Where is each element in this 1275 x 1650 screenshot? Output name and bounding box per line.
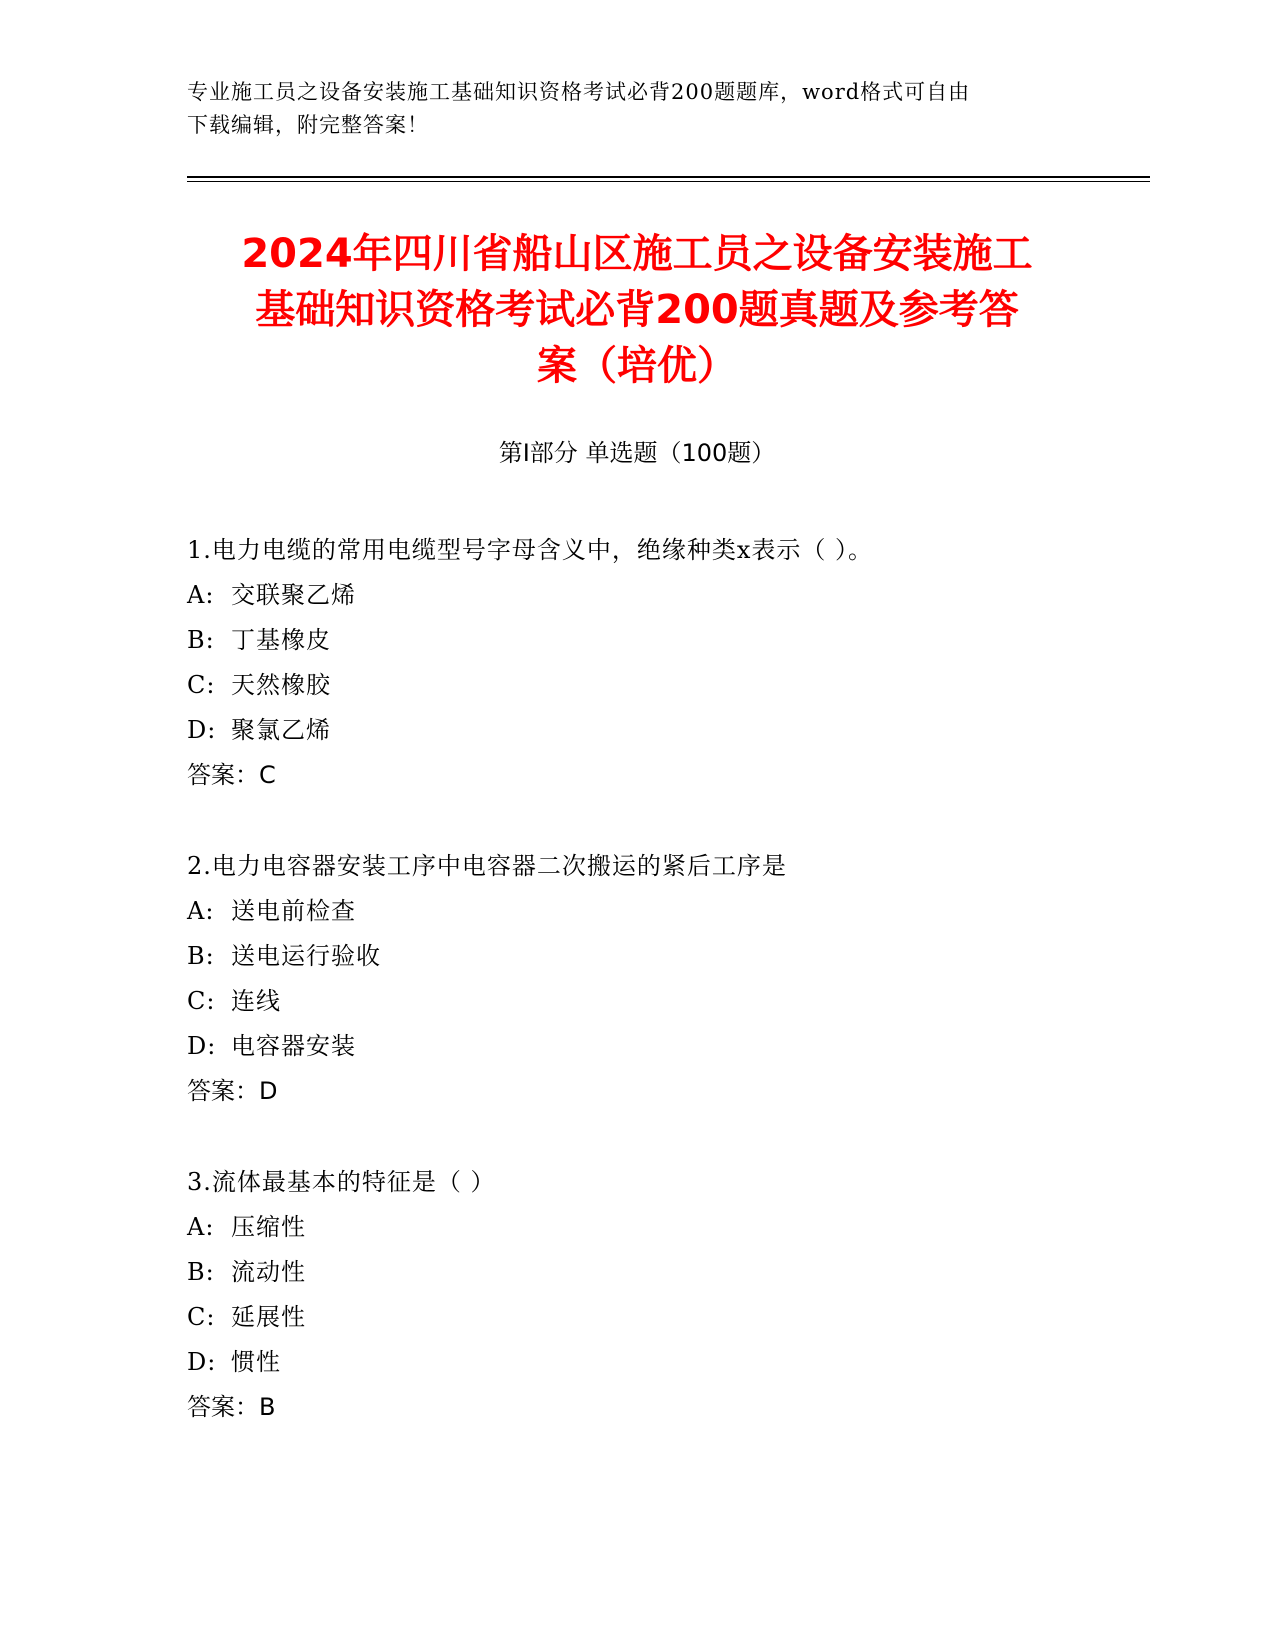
question-item (187, 1160, 1087, 1430)
intro-text (187, 76, 1087, 142)
question-stem: 1.电力电缆的常用电缆型号字母含义中，绝缘种类x表示（ ）。 (187, 536, 874, 564)
option-d (187, 1024, 1087, 1069)
option-a (187, 573, 1087, 618)
option-b (187, 934, 1087, 979)
question-stem: 3.流体最基本的特征是（ ） (187, 1168, 496, 1196)
header-divider-thin (187, 181, 1150, 182)
option-key: B: (187, 942, 215, 970)
section-title: 第I部分 单选题（100题） (498, 439, 776, 467)
intro-line: 专业施工员之设备安装施工基础知识资格考试必背200题题库，word格式可自由 (187, 80, 971, 104)
option-a (187, 889, 1087, 934)
option-d (187, 708, 1087, 753)
option-key: A: (187, 581, 215, 609)
title-line: 基础知识资格考试必背200题真题及参考答 (255, 287, 1019, 333)
option-text: 惯性 (231, 1348, 281, 1376)
question-stem: 2.电力电容器安装工序中电容器二次搬运的紧后工序是 (187, 852, 787, 880)
question-list (187, 528, 1087, 1476)
answer-line: 答案：C (187, 761, 276, 789)
option-a (187, 1205, 1087, 1250)
option-text: 压缩性 (231, 1213, 306, 1241)
option-key: A: (187, 1213, 215, 1241)
option-text: 天然橡胶 (231, 671, 331, 699)
title-line: 2024年四川省船山区施工员之设备安装施工 (241, 231, 1033, 277)
option-text: 送电运行验收 (231, 942, 381, 970)
option-c (187, 979, 1087, 1024)
option-b (187, 618, 1087, 663)
option-key: C: (187, 1303, 216, 1331)
answer-line: 答案：D (187, 1077, 278, 1105)
option-key: C: (187, 987, 216, 1015)
option-key: C: (187, 671, 216, 699)
option-c (187, 663, 1087, 708)
intro-line: 下载编辑，附完整答案！ (187, 113, 429, 137)
option-key: D: (187, 1032, 217, 1060)
option-key: D: (187, 716, 217, 744)
document-title (187, 226, 1087, 394)
option-text: 送电前检查 (231, 897, 356, 925)
header-divider-thick (187, 176, 1150, 178)
option-key: D: (187, 1348, 217, 1376)
option-text: 电容器安装 (231, 1032, 356, 1060)
option-key: B: (187, 626, 215, 654)
answer-line: 答案：B (187, 1393, 276, 1421)
option-text: 延展性 (231, 1303, 306, 1331)
option-key: A: (187, 897, 215, 925)
option-text: 流动性 (231, 1258, 306, 1286)
question-item (187, 528, 1087, 798)
title-line: 案（培优） (537, 343, 737, 389)
option-key: B: (187, 1258, 215, 1286)
option-b (187, 1250, 1087, 1295)
question-item (187, 844, 1087, 1114)
option-text: 连线 (231, 987, 281, 1015)
option-d (187, 1340, 1087, 1385)
option-text: 丁基橡皮 (231, 626, 331, 654)
option-text: 聚氯乙烯 (231, 716, 331, 744)
option-text: 交联聚乙烯 (231, 581, 356, 609)
option-c (187, 1295, 1087, 1340)
